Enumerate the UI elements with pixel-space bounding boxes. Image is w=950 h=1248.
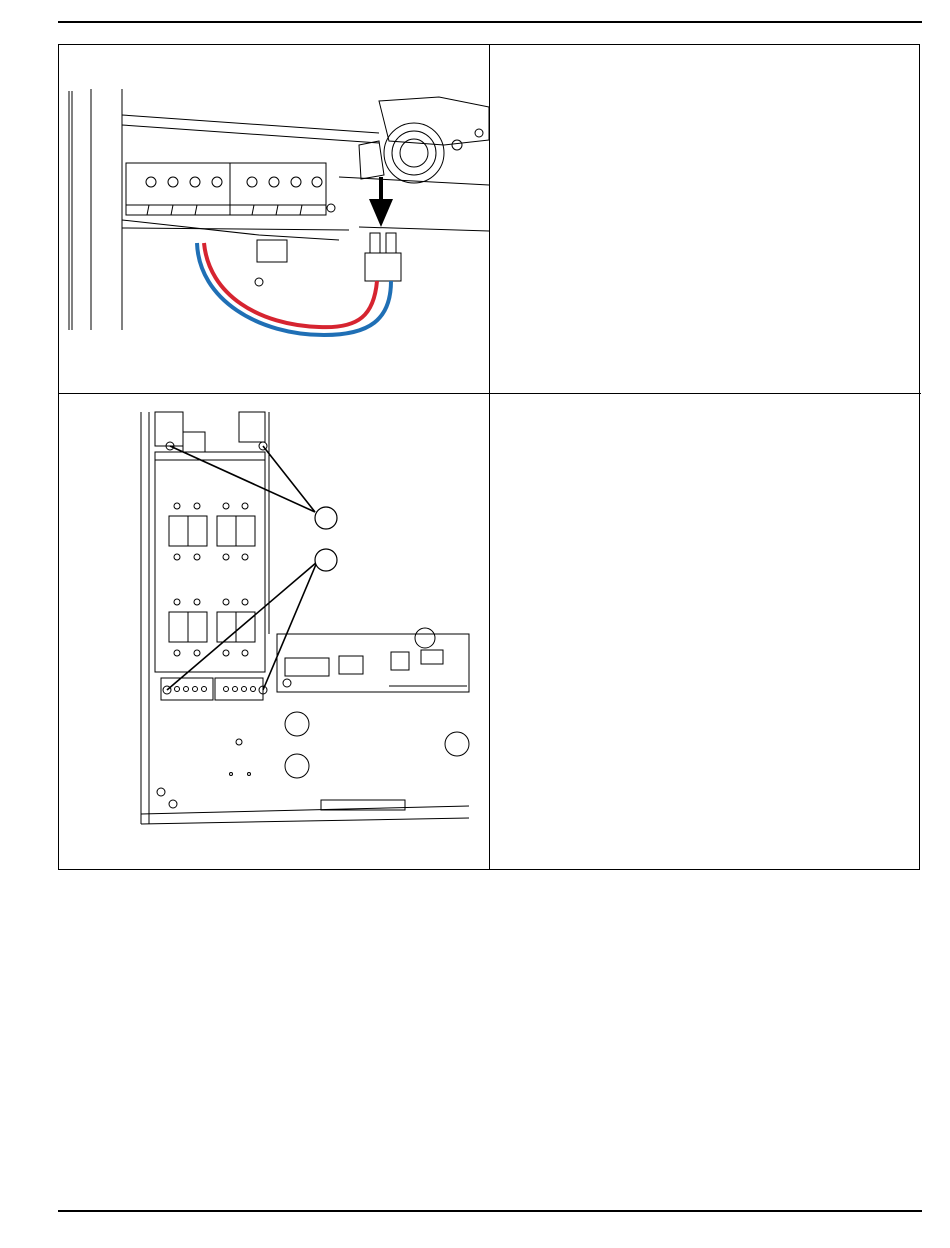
breaker-panel-screws-illustration	[59, 394, 489, 868]
footer-rule	[58, 1210, 922, 1212]
instruction-table	[58, 44, 920, 870]
step1-figure-cell	[59, 45, 490, 394]
down-arrow-icon	[369, 177, 393, 227]
step2-figure-cell	[59, 394, 490, 869]
step2-text-cell	[490, 394, 921, 869]
connector-unplug-illustration	[59, 45, 489, 393]
step1-text-cell	[490, 45, 921, 394]
callout-2	[315, 549, 337, 571]
header-rule	[58, 21, 922, 23]
callout-1	[315, 507, 337, 529]
